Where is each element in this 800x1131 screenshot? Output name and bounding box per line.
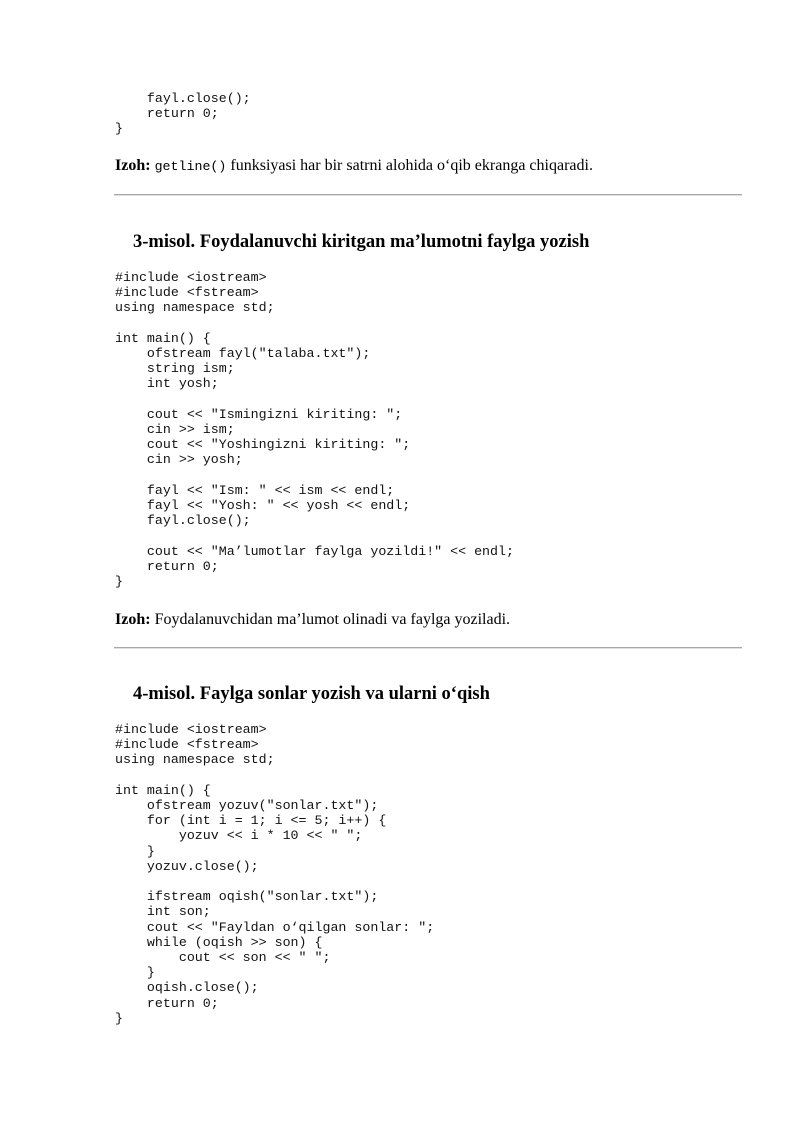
example-4-heading: 4-misol. Faylga sonlar yozish va ularni o‘qish (133, 684, 490, 704)
note-example-3 (115, 610, 510, 630)
code-block-top: fayl.close(); return 0; } (115, 91, 251, 137)
note-getline (115, 156, 593, 177)
note-label: Izoh: (115, 611, 151, 628)
section-divider (114, 647, 742, 649)
example-3-heading: 3-misol. Foydalanuvchi kiritgan ma’lumotni faylga yozish (133, 232, 590, 252)
note-label: Izoh: (115, 157, 151, 174)
note-text: funksiyasi har bir satrni alohida o‘qib ekranga chiqaradi. (226, 157, 593, 174)
section-divider (114, 194, 742, 196)
code-block-example-3: #include <iostream> #include <fstream> using namespace std; int main() { ofstream fayl("talaba.txt"); string ism; int yosh; cout << "Ismingizni kiriting: "; cin >> ism; cout << "Yoshingizni kiriting: "; cin >> yosh; fayl << "Ism: " << ism << endl; fayl << "Yosh: " << yosh << endl; fayl.close(); cout << "Ma’lumotlar faylga yozildi!" << endl; return 0; } (115, 270, 514, 590)
note-text: Foydalanuvchidan ma’lumot olinadi va faylga yoziladi. (150, 611, 511, 628)
note-code: getline() (154, 159, 227, 174)
code-block-example-4: #include <iostream> #include <fstream> using namespace std; int main() { ofstream yozuv("sonlar.txt"); for (int i = 1; i <= 5; i++) { yozuv << i * 10 << " "; } yozuv.close(); ifstream oqish("sonlar.txt"); int son; cout << "Fayldan o‘qilgan sonlar: "; while (oqish >> son) { cout << son << " "; } oqish.close(); return 0; } (115, 722, 435, 1026)
